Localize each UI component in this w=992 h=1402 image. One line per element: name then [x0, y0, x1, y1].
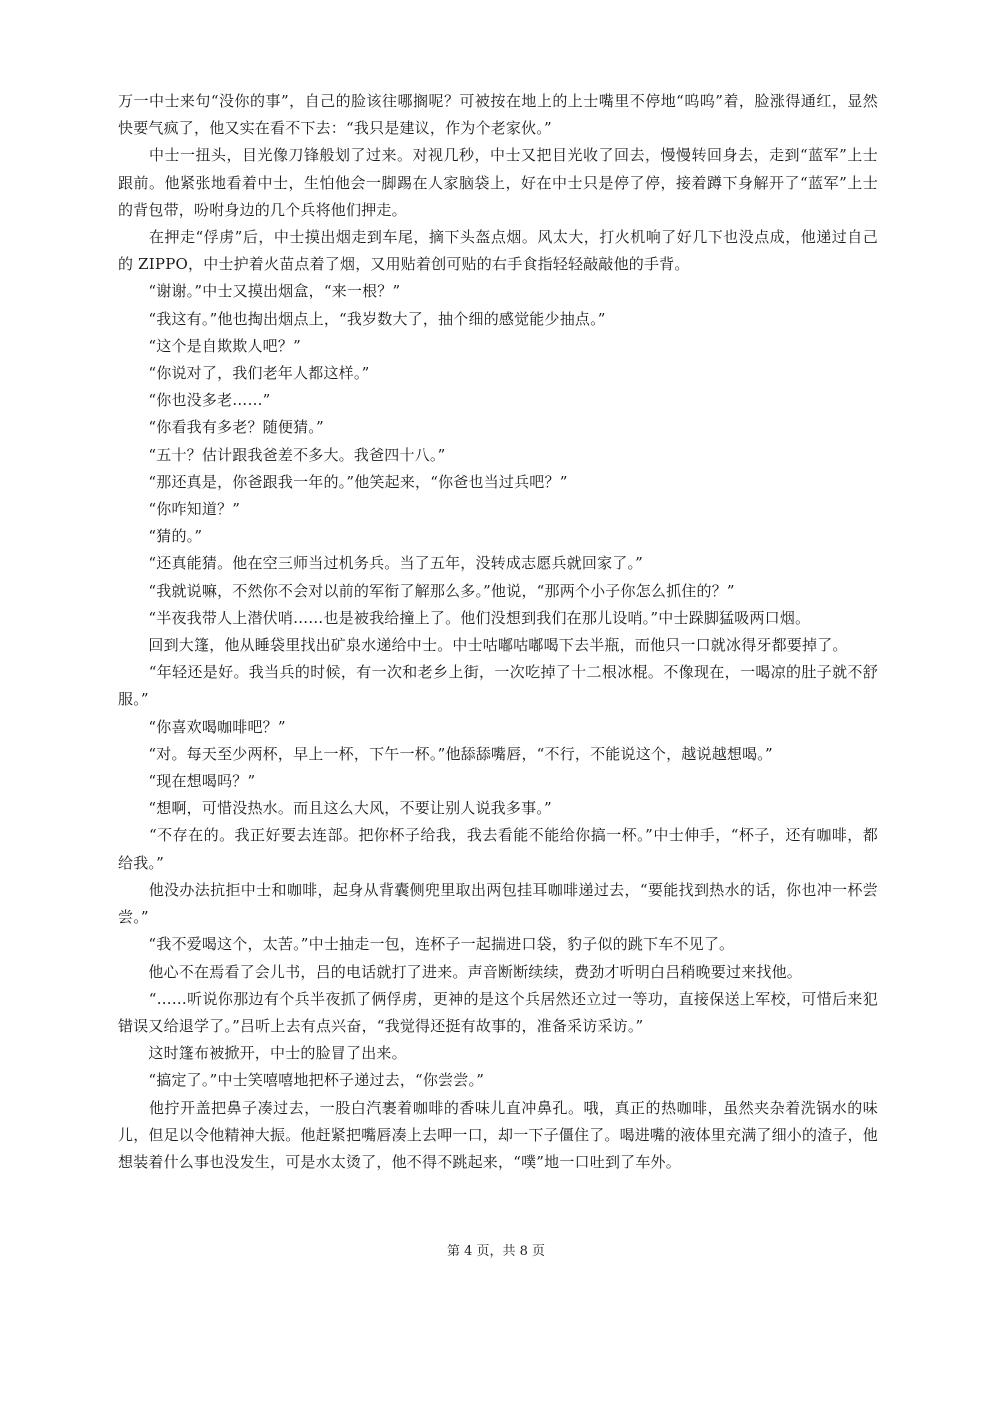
paragraph: “那还真是，你爸跟我一年的。”他笑起来，“你爸也当过兵吧？” [118, 472, 568, 491]
paragraph: “半夜我带人上潜伏哨……也是被我给撞上了。他们没想到我们在那儿设哨。”中士跺脚猛吸两口烟。 [118, 608, 811, 627]
paragraph: “对。每天至少两杯，早上一杯，下午一杯。”他舔舔嘴唇，“不行，不能说这个，越说越想喝。” [118, 744, 773, 763]
paragraph: “五十？估计跟我爸差不多大。我爸四十八。” [118, 445, 446, 464]
paragraph: 他心不在焉看了会儿书，吕的电话就打了进来。声音断断续续，费劲才听明白吕稍晚要过来找他。 [118, 962, 803, 981]
paragraph: “你看我有多老？随便猜。” [118, 418, 324, 437]
paragraph: 这时篷布被掀开，中士的脸冒了出来。 [118, 1044, 407, 1063]
paragraph: 回到大篷，他从睡袋里找出矿泉水递给中士。中士咕嘟咕嘟喝下去半瓶，而他只一口就冰得牙都要掉了。 [118, 636, 848, 655]
paragraph: 中士一扭头，目光像刀锋般划了过来。对视几秒，中士又把目光收了回去，慢慢转回身去，走到“蓝军”上士跟前。他紧张地看着中士，生怕他会一脚踢在人家脑袋上，好在中士只是停了停，接着蹲下身解开了“蓝军”上士的背包带，吩咐身边的几个兵将他们押走。 [118, 146, 878, 219]
paragraph: 他拧开盖把鼻子凑过去，一股白汽裹着咖啡的香味儿直冲鼻孔。哦，真正的热咖啡，虽然夹杂着洗锅水的味儿，但足以令他精神大振。他赶紧把嘴唇凑上去呷一口，却一下子僵住了。喝进嘴的液体里充满了细小的渣子，他想装着什么事也没发生，可是水太烫了，他不得不跳起来，“噗”地一口吐到了车外。 [118, 1098, 879, 1171]
paragraph: “不存在的。我正好要去连部。把你杯子给我，我去看能不能给你搞一杯。”中士伸手，“杯子，还有咖啡，都给我。” [118, 826, 878, 872]
paragraph: 在押走“俘虏”后，中士摸出烟走到车尾，摘下头盔点烟。风太大，打火机响了好几下也没点成，他递过自己的 ZIPPO，中士护着火苗点着了烟，又用贴着创可贴的右手食指轻轻敲敲他的手背。 [118, 228, 878, 274]
paragraph: “我这有。”他也掏出烟点上，“我岁数大了，抽个细的感觉能少抽点。” [118, 309, 606, 328]
paragraph: “现在想喝吗？” [118, 772, 256, 791]
paragraph: “搞定了。”中士笑嘻嘻地把杯子递过去，“你尝尝。” [118, 1071, 485, 1090]
paragraph: “谢谢。”中士又摸出烟盒，“来一根？” [118, 282, 401, 301]
paragraph: “你也没多老……” [118, 391, 271, 410]
paragraph: “你喜欢喝咖啡吧？” [118, 717, 286, 736]
paragraph: “你咋知道？” [118, 500, 241, 519]
paragraph: 万一中士来句“没你的事”，自己的脸该往哪搁呢？可被按在地上的上士嘴里不停地“呜呜”着，脸涨得通红，显然快要气疯了，他又实在看不下去：“我只是建议，作为个老家伙。” [118, 92, 878, 138]
paragraph: “想啊，可惜没热水。而且这么大风，不要让别人说我多事。” [118, 799, 552, 818]
paragraph: “年轻还是好。我当兵的时候，有一次和老乡上街，一次吃掉了十二根冰棍。不像现在，一喝凉的肚子就不舒服。” [118, 663, 878, 709]
page-footer: 第 4 页，共 8 页 [446, 1244, 546, 1259]
paragraph: 他没办法抗拒中士和咖啡，起身从背囊侧兜里取出两包挂耳咖啡递过去，“要能找到热水的话，你也冲一杯尝尝。” [118, 880, 878, 927]
paragraph: “你说对了，我们老年人都这样。” [118, 364, 370, 383]
paragraph: “猜的。” [118, 527, 203, 546]
paragraph: “我就说嘛，不然你不会对以前的军衔了解那么多。”他说，“那两个小子你怎么抓住的？” [118, 581, 735, 600]
body-text [118, 88, 878, 1176]
paragraph: “还真能猜。他在空三师当过机务兵。当了五年，没转成志愿兵就回家了。” [118, 554, 644, 573]
paragraph: “……听说你那边有个兵半夜抓了俩俘虏，更神的是这个兵居然还立过一等功，直接保送上军校，可惜后来犯错误又给退学了。”吕听上去有点兴奋，“我觉得还挺有故事的，准备采访采访。” [118, 989, 878, 1035]
paragraph: “我不爱喝这个，太苦。”中士抽走一包，连杯子一起揣进口袋，豹子似的跳下车不见了。 [118, 935, 735, 954]
paragraph: “这个是自欺欺人吧？” [118, 336, 301, 355]
